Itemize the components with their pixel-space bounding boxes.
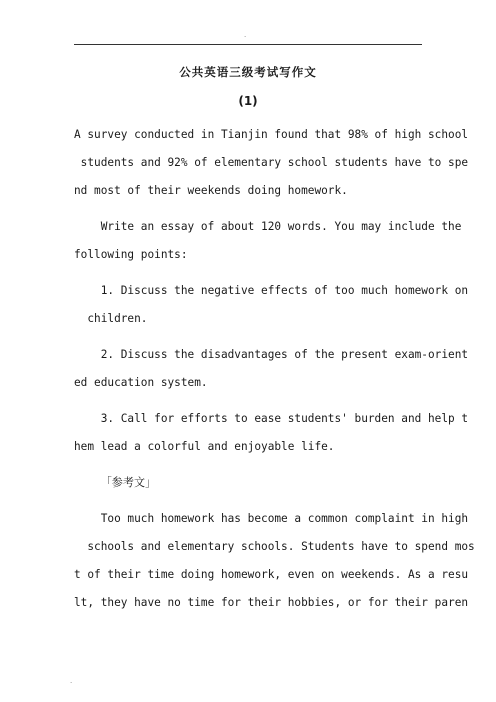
text-line: Write an essay of about 120 words. You may include the — [74, 220, 462, 233]
text-line: 1. Discuss the negative effects of too much homework on — [74, 284, 469, 297]
section-number: (1) — [238, 94, 258, 108]
reference-label: 「参考文」 — [74, 476, 157, 489]
text-line: ed education system. — [74, 376, 208, 389]
text-line: Too much homework has become a common complaint in high — [74, 512, 469, 525]
text-line: hem lead a colorful and enjoyable life. — [74, 440, 335, 453]
text-line: A survey conducted in Tianjin found that 98% of high school — [74, 128, 469, 141]
header-mark: . — [244, 31, 247, 39]
text-line: children. — [74, 312, 148, 325]
text-line: schools and elementary schools. Students have to spend mos — [74, 540, 475, 553]
text-line: 2. Discuss the disadvantages of the present exam-orient — [74, 348, 469, 361]
text-line: students and 92% of elementary school students have to spe — [74, 156, 469, 169]
header-rule — [74, 44, 422, 45]
text-line: following points: — [74, 248, 188, 261]
text-line: t of their time doing homework, even on weekends. As a resu — [74, 568, 469, 581]
text-line: nd most of their weekends doing homework. — [74, 184, 348, 197]
footer-mark: . — [70, 677, 73, 685]
text-line: lt, they have no time for their hobbies, or for their paren — [74, 596, 469, 609]
page-title: 公共英语三级考试写作文 — [179, 65, 317, 79]
text-line: 3. Call for efforts to ease students' burden and help t — [74, 412, 469, 425]
